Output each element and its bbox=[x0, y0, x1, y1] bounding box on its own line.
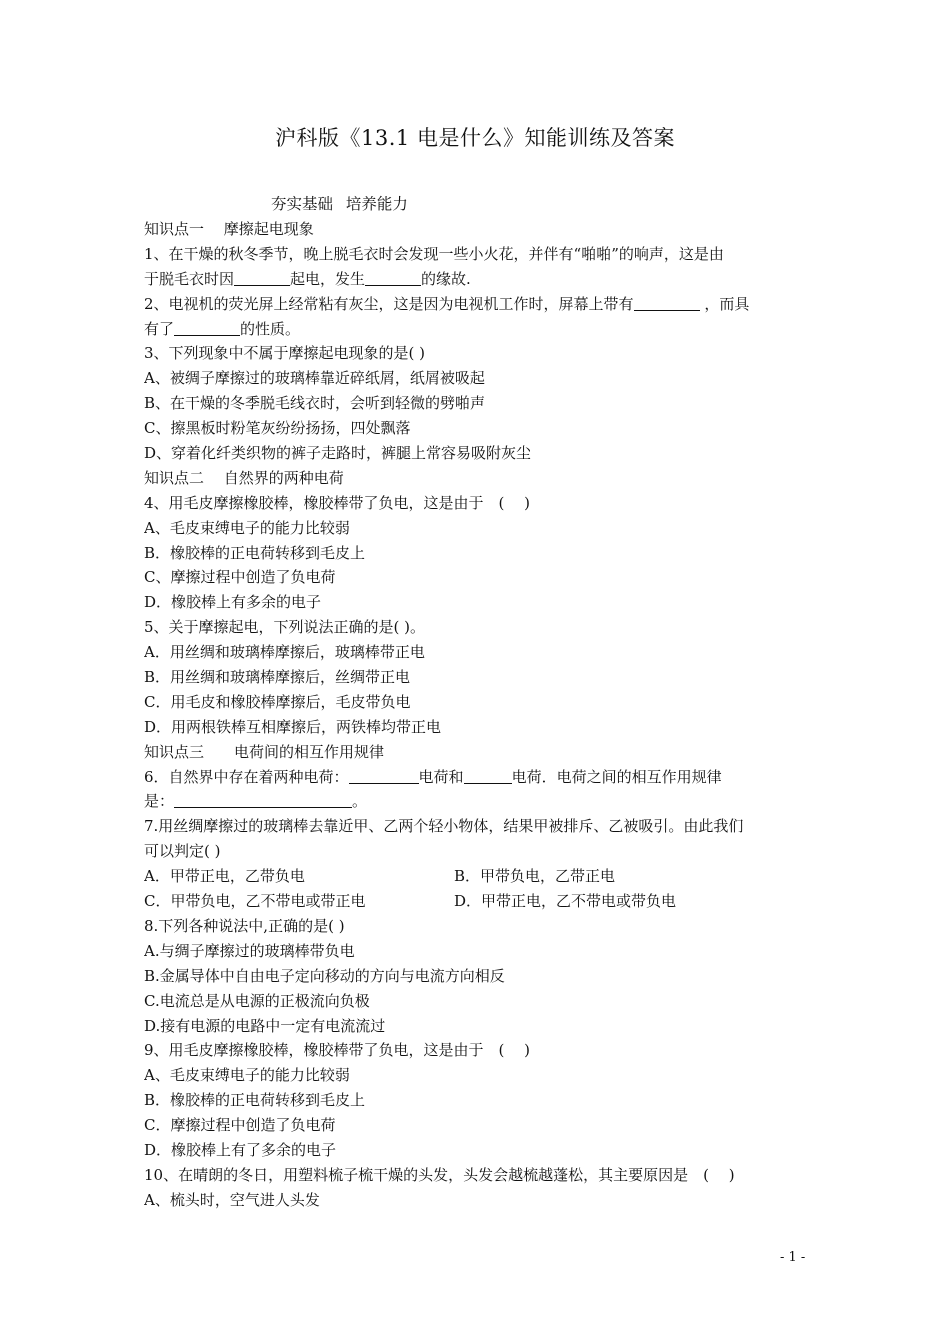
answer-blank[interactable] bbox=[634, 294, 700, 311]
question-2-line-1: 2、电视机的荧光屏上经常粘有灰尘，这是因为电视机工作时，屏幕上带有 ，而具 bbox=[144, 294, 750, 313]
option: A、毛皮束缚电子的能力比较弱 bbox=[144, 518, 350, 537]
answer-blank[interactable] bbox=[174, 791, 352, 808]
option: A．用丝绸和玻璃棒摩擦后，玻璃棒带正电 bbox=[144, 643, 425, 662]
knowledge-point-heading: 知识点三 电荷间的相互作用规律 bbox=[144, 742, 385, 761]
question-8-stem: 8.下列各种说法中,正确的是( ) bbox=[144, 916, 345, 935]
answer-blank[interactable] bbox=[234, 269, 290, 286]
option: D．用两根铁棒互相摩擦后，两铁棒均带正电 bbox=[144, 717, 442, 736]
question-9-stem: 9、用毛皮摩擦橡胶棒，橡胶棒带了负电，这是由于 ( ) bbox=[144, 1041, 531, 1060]
option-row bbox=[144, 864, 810, 889]
option: C．用毛皮和橡胶棒摩擦后，毛皮带负电 bbox=[144, 692, 411, 711]
answer-blank[interactable] bbox=[174, 319, 240, 336]
option: B．用丝绸和玻璃棒摩擦后，丝绸带正电 bbox=[144, 668, 411, 687]
option: A．甲带正电，乙带负电 bbox=[144, 867, 305, 886]
option: D．甲带正电，乙不带电或带负电 bbox=[454, 892, 677, 911]
question-1-line-1: 1、在干燥的秋冬季节，晚上脱毛衣时会发现一些小火花，并伴有“啪啪”的响声，这是由 bbox=[144, 244, 724, 263]
answer-blank[interactable] bbox=[464, 767, 512, 784]
option: B.金属导体中自由电子定向移动的方向与电流方向相反 bbox=[144, 966, 505, 985]
option: D、穿着化纤类织物的裤子走路时，裤腿上常容易吸附灰尘 bbox=[144, 444, 532, 463]
option: A、被绸子摩擦过的玻璃棒靠近碎纸屑，纸屑被吸起 bbox=[144, 369, 485, 388]
question-4-stem: 4、用毛皮摩擦橡胶棒，橡胶棒带了负电，这是由于 ( ) bbox=[144, 493, 531, 512]
document-body bbox=[144, 217, 810, 1213]
option: C、擦黑板时粉笔灰纷纷扬扬，四处飘落 bbox=[144, 419, 411, 438]
question-10-stem: 10、在晴朗的冬日，用塑料梳子梳干燥的头发，头发会越梳越蓬松，其主要原因是 ( ) bbox=[144, 1165, 735, 1184]
option: B．甲带负电，乙带正电 bbox=[454, 867, 616, 886]
option: C．甲带负电，乙不带电或带正电 bbox=[144, 892, 366, 911]
option: A.与绸子摩擦过的玻璃棒带负电 bbox=[144, 941, 355, 960]
option: B．橡胶棒的正电荷转移到毛皮上 bbox=[144, 1091, 366, 1110]
knowledge-point-heading: 知识点二 自然界的两种电荷 bbox=[144, 468, 344, 487]
document-title: 沪科版《13.1 电是什么》知能训练及答案 bbox=[275, 126, 675, 150]
option-row bbox=[144, 889, 810, 914]
option: A、毛皮束缚电子的能力比较弱 bbox=[144, 1066, 350, 1085]
question-1-line-2: 于脱毛衣时因 起电，发生 的缘故. bbox=[144, 269, 471, 288]
answer-blank[interactable] bbox=[365, 269, 421, 286]
question-6-line-2: 是： 。 bbox=[144, 792, 368, 811]
knowledge-point-heading: 知识点一 摩擦起电现象 bbox=[144, 220, 314, 238]
question-3-stem: 3、下列现象中不属于摩擦起电现象的是( ) bbox=[144, 344, 426, 363]
option: C.电流总是从电源的正极流向负极 bbox=[144, 991, 370, 1010]
option: C．摩擦过程中创造了负电荷 bbox=[144, 1116, 336, 1135]
option: C、摩擦过程中创造了负电荷 bbox=[144, 568, 336, 587]
option: D．橡胶棒上有了多余的电子 bbox=[144, 1140, 337, 1159]
question-7-line-2: 可以判定( ) bbox=[144, 842, 221, 861]
question-5-stem: 5、关于摩擦起电，下列说法正确的是( )。 bbox=[144, 618, 426, 637]
section-subtitle: 夯实基础 培养能力 bbox=[271, 195, 408, 213]
page-number: - 1 - bbox=[780, 1250, 806, 1265]
option: D.接有电源的电路中一定有电流流过 bbox=[144, 1016, 386, 1035]
option: A、梳头时，空气进人头发 bbox=[144, 1190, 320, 1209]
option: B．橡胶棒的正电荷转移到毛皮上 bbox=[144, 543, 366, 562]
answer-blank[interactable] bbox=[349, 767, 419, 784]
option: D．橡胶棒上有多余的电子 bbox=[144, 593, 322, 612]
question-2-line-2: 有了 的性质。 bbox=[144, 319, 301, 338]
question-7-line-1: 7.用丝绸摩擦过的玻璃棒去靠近甲、乙两个轻小物体，结果甲被排斥、乙被吸引。由此我们 bbox=[144, 817, 744, 836]
option: B、在干燥的冬季脱毛线衣时，会听到轻微的劈啪声 bbox=[144, 394, 486, 413]
question-6-line-1: 6．自然界中存在着两种电荷： 电荷和 电荷．电荷之间的相互作用规律 bbox=[144, 767, 722, 786]
